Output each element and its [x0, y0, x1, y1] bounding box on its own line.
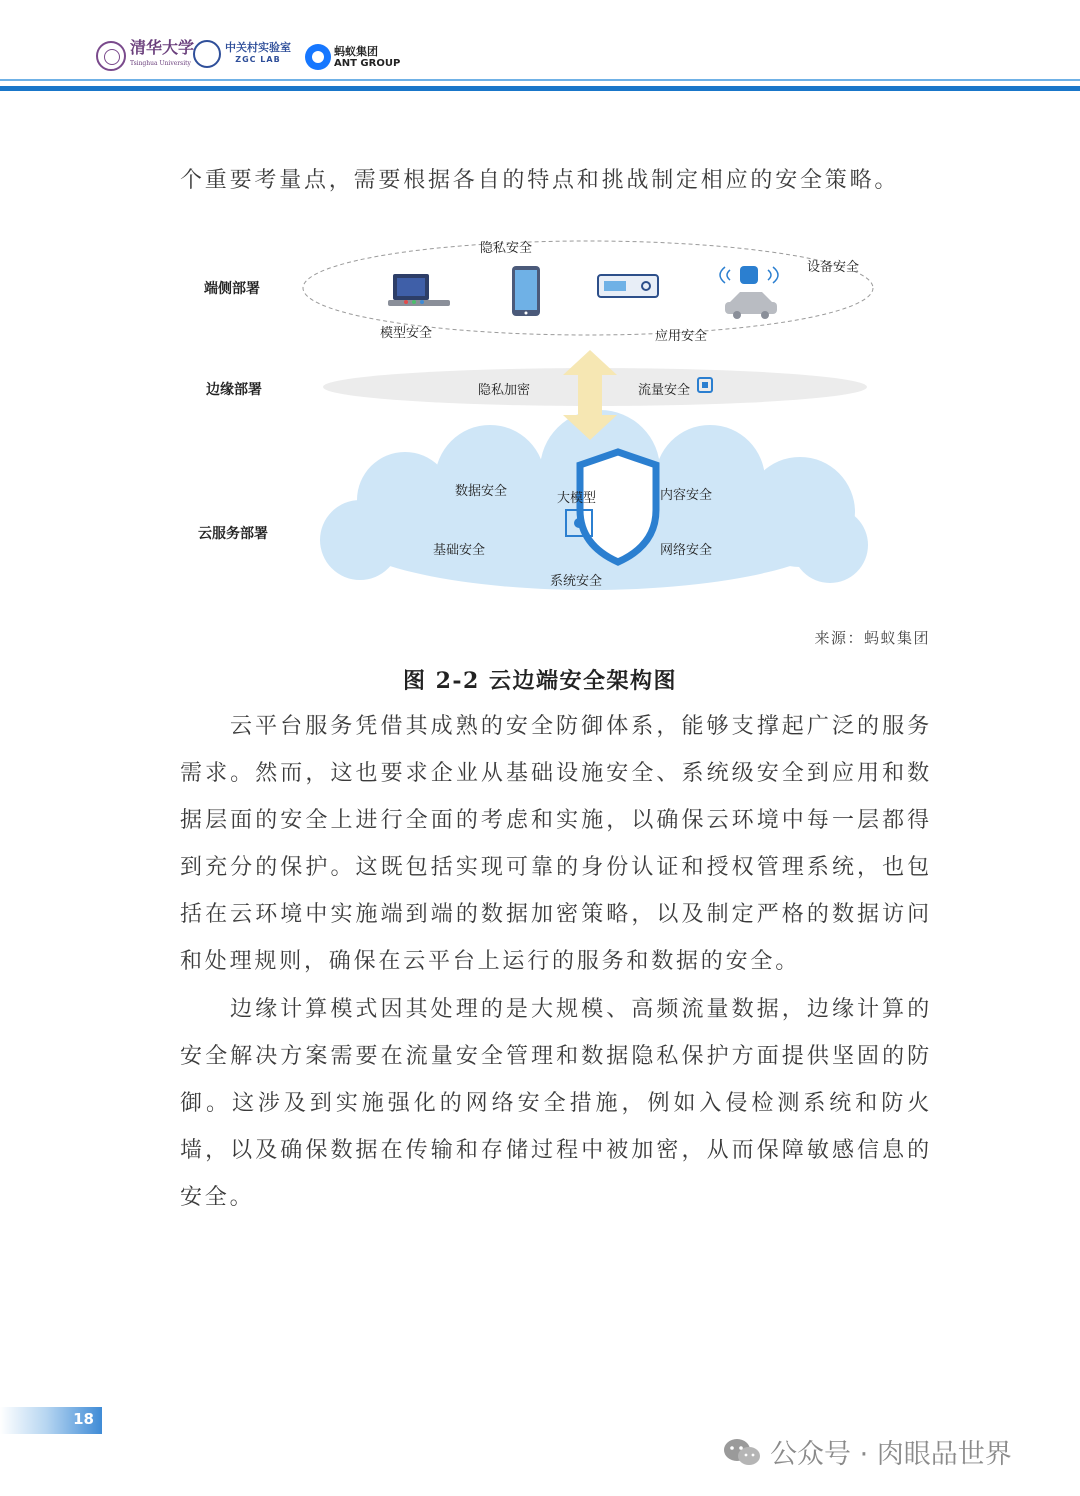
ant-name: 蚂蚁集团: [334, 45, 378, 58]
zgc-lab-logo: [193, 40, 291, 68]
architecture-diagram: [190, 230, 890, 620]
zgc-sub: ZGC LAB: [235, 55, 281, 64]
ant-emblem-icon: [305, 44, 331, 70]
label-privacy-encryption: 隐私加密: [478, 383, 531, 398]
label-system-security: 系统安全: [550, 574, 603, 589]
tsinghua-seal-icon: [96, 41, 126, 71]
label-equipment-security: 设备安全: [807, 260, 860, 275]
device-tier-ellipse: [303, 241, 873, 335]
figure-caption: 图 2-2 云边端安全架构图: [402, 668, 678, 694]
server-icon: [598, 275, 658, 297]
phone-icon: [512, 266, 540, 316]
wechat-watermark: [722, 1432, 1012, 1471]
paragraph-intro: 个重要考量点，需要根据各自的特点和挑战制定相应的安全策略。: [180, 168, 900, 193]
ant-group-logo: [305, 38, 400, 70]
tsinghua-name: 清华大学: [130, 38, 195, 57]
tier-label-cloud: 云服务部署: [198, 526, 268, 542]
label-privacy-security: 隐私安全: [480, 241, 533, 256]
paragraph-edge-computing: 边缘计算模式因其处理的是大规模、高频流量数据，边缘计算的安全解决方案需要在流量安全管理和数据隐私保护方面提供坚固的防御。这涉及到实施强化的网络安全措施，例如入侵检测系统和防火墙，以及确保数据在传输和存储过程中被加密，从而保障敏感信息的安全。: [180, 997, 932, 1210]
label-big-model: 大模型: [557, 491, 597, 506]
tsinghua-sub: Tsinghua University: [130, 60, 191, 67]
laptop-icon: [388, 274, 450, 306]
connected-car-icon: [720, 266, 778, 319]
page-number-tab: [0, 1407, 102, 1434]
label-model-security: 模型安全: [380, 326, 433, 341]
paragraph-cloud-platform: 云平台服务凭借其成熟的安全防御体系，能够支撑起广泛的服务需求。然而，这也要求企业从基础设施安全、系统级安全到应用和数据层面的安全上进行全面的考虑和实施，以确保云环境中每一层都得到充分的保护。这既包括实现可靠的身份认证和授权管理系统，也包括在云环境中实施端到端的数据加密策略，以及制定严格的数据访问和处理规则，确保在云平台上运行的服务和数据的安全。: [180, 714, 932, 974]
page-header: [0, 0, 1080, 95]
architecture-figure: [190, 230, 890, 620]
tsinghua-logo: [96, 40, 194, 72]
label-content-security: 内容安全: [660, 488, 713, 503]
figure-source: 来源：蚂蚁集团: [814, 629, 930, 647]
ant-sub: ANT GROUP: [334, 58, 401, 69]
header-rule-thick: [0, 86, 1080, 91]
tier-label-device: 端侧部署: [204, 281, 260, 297]
watermark-text: 公众号 · 肉眼品世界: [770, 1439, 1012, 1470]
wechat-icon: [722, 1437, 762, 1467]
tier-label-edge: 边缘部署: [206, 382, 262, 398]
header-rule-thin: [0, 79, 1080, 81]
label-network-security: 网络安全: [660, 543, 713, 558]
zgc-name: 中关村实验室: [225, 41, 291, 54]
label-data-security: 数据安全: [455, 484, 508, 499]
label-infrastructure-security: 基础安全: [433, 543, 486, 558]
zgc-emblem-icon: [193, 40, 221, 68]
page-number: 18: [73, 1410, 94, 1428]
label-application-security: 应用安全: [655, 329, 708, 344]
label-traffic-security: 流量安全: [638, 383, 691, 398]
